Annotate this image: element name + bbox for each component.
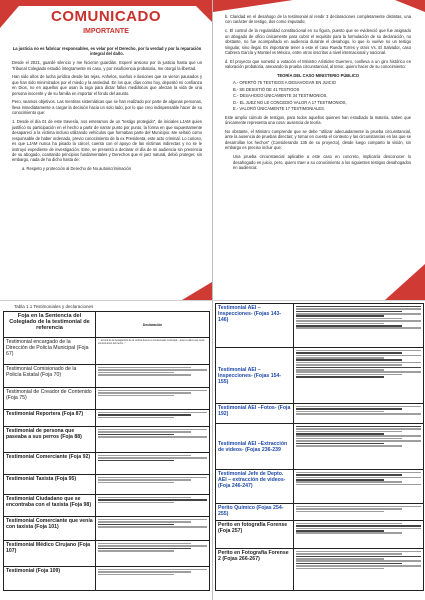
row-declaration	[294, 521, 424, 549]
table-row	[4, 475, 210, 495]
paragraph: Han sido años de lucha jurídica desde las rejas. Anhelos, sueños e ilusiones que se vieron pausados y que han sido minimizados por el miedo y la ansiedad. En los que, días como hoy, depositó mi confianza en Dios, no en aquellos que usan la toga para dictar fallos mediáticos que afectan la vida de una persona inocente y de su familia en importar el fondo del asunto.	[12, 74, 202, 96]
testimonial-table-continued	[215, 303, 424, 591]
table-row	[4, 453, 210, 475]
row-label: Perito Químico (Fojas 254-255)	[216, 504, 294, 521]
row-declaration	[96, 453, 210, 475]
red-corner-decoration	[395, 0, 425, 12]
row-declaration	[294, 470, 424, 504]
list-item: d. El proyecto que sometió a votación el Ministro Arístides Guerrero, conlleva a un giro histórico en valoración probatoria, anexando la prueba circunstancial, al tenor, quiero hacer de su conocimiento:	[225, 58, 411, 70]
row-declaration	[294, 348, 424, 404]
row-label: Testimonial encargado de la Dirección de Policía Municipal (Foja 67)	[4, 338, 96, 365]
row-label: Testimonial AEI –Inspecciones- (Fojas 154-155)	[216, 348, 294, 404]
lead-statement: La justicia no es fabricar responsables, es velar por el Derecho, por la verdad y por la reparación integral del daño.	[12, 46, 202, 57]
row-declaration	[96, 427, 210, 453]
row-label: Testimonial AEI –Fotos- (Foja 192)	[216, 404, 294, 424]
theory-item: A.- OFERTÓ 75 TESTIGOS A DESAHOGAR EN JUICIO	[233, 80, 336, 86]
row-declaration	[96, 410, 210, 427]
red-corner-decoration	[385, 264, 425, 300]
theory-item: C.- DESAHOGO ÚNICAMENTE 34 TESTIMONIOS,	[233, 93, 328, 99]
theory-item: B.- SE DESISTIÓ DE 41 TESTIGOS	[233, 86, 300, 92]
table-row	[216, 424, 424, 470]
sub-list-item: a. Respeto y protección al Derecho de No autoincriminación	[22, 166, 131, 172]
row-declaration	[96, 388, 210, 410]
row-label: Testimonial Taxista (Foja 95)	[4, 475, 96, 495]
row-label: Perito en fotografía Forense (Foja 257)	[216, 521, 294, 549]
theory-item: D.- EL JUEZ NO LE CONCEDIÓ VALOR A 17 TESTIMONIOS,	[233, 99, 347, 105]
red-banner-decoration	[0, 0, 212, 6]
communique-continuation	[225, 14, 411, 174]
row-declaration	[96, 365, 210, 388]
table-header-right: Declaración	[96, 312, 210, 338]
row-declaration	[294, 404, 424, 424]
paragraph: Pero, seamos objetivos. Las mentiras sistemáticas que se han realizado por parte de algunas personas, lleva inmediatamente a cargar la decisión hacia un solo lado, por lo que creo indispensable hacer de su conocimiento que:	[12, 99, 202, 116]
page-title: COMUNICADO	[51, 8, 161, 25]
table-row	[4, 427, 210, 453]
theory-list	[233, 80, 411, 111]
table-caption: Tabla 1.1 Testimoniales y declaraciones	[14, 304, 94, 309]
table-row	[4, 541, 210, 567]
table-row	[216, 348, 424, 404]
paragraph: No obstante, el Ministro comprende que se debe "utilizar adecuadamente la prueba circunstancial, ante la ausencia de pruebas directas; y tomar en cuenta el contexto y las circunstancias en las que se desarrollan los hechos" (Considerando 135 de su proyecto), desde luego comparto la visión, sin embargo es preciso incluir que:	[225, 128, 411, 151]
table-row	[4, 410, 210, 427]
row-label: Testimonial de Creador de Contenido (Foja 75)	[4, 388, 96, 410]
row-label: Testimonial Comerciante (Foja 92)	[4, 453, 96, 475]
table-row	[4, 495, 210, 517]
row-declaration	[96, 567, 210, 591]
table-row	[4, 517, 210, 541]
red-corner-decoration	[182, 282, 212, 300]
row-label: Testimonial Reportera (Foja 87)	[4, 410, 96, 427]
row-label: Testimonial Médico Cirujano (Foja 107)	[4, 541, 96, 567]
table-header-left: Foja en la Sentencia del Colegiado de la testimonial de referencia	[4, 312, 96, 338]
row-declaration	[294, 504, 424, 521]
row-declaration	[96, 475, 210, 495]
page-2	[213, 0, 425, 300]
row-declaration	[96, 517, 210, 541]
page-1	[0, 0, 212, 300]
communique-body	[12, 46, 202, 175]
theory-item: E.- VALORÓ ÚNICAMENTE 17 TESTIMONIALES.	[233, 106, 325, 112]
row-label: Testimonial AEI –Inspecciones- (Fojas 143-146)	[216, 304, 294, 348]
table-row	[216, 470, 424, 504]
declaration-text: "...la hora de la desaparición de la víctima fueron el comisionado municipal... quien explicó que tenía conocimiento del hecho..."	[98, 339, 205, 345]
bullet-item: Una prueba circunstancial aplicable a este caso en concreto, implicaría desconocer lo desahogado en juicio, pero, quiero traer a su conocimiento a los siguientes testigos desahogados en audiencia:	[233, 154, 411, 171]
row-label: Perito en Fotografía Forense 2 (Fojas 266-267)	[216, 549, 294, 591]
table-row	[216, 304, 424, 348]
table-row	[4, 338, 210, 365]
table-row	[216, 549, 424, 591]
row-declaration	[294, 304, 424, 348]
row-declaration	[96, 338, 210, 365]
page-subtitle: IMPORTANTE	[83, 28, 129, 35]
row-label: Testimonial Ciudadano que se encontraba con el taxista (Foja 98)	[4, 495, 96, 517]
red-corner-decoration	[213, 0, 293, 12]
row-label: Testimonial Comerciante que venía con taxista (Foja 101)	[4, 517, 96, 541]
row-label: Testimonial Jefe de Depto. AEI – extracción de videos- (Foja 246-247)	[216, 470, 294, 504]
table-row	[216, 521, 424, 549]
row-label: Testimonial (Foja 109)	[4, 567, 96, 591]
list-item: c. El control de la regularidad constitucional en su figura, puesto que se evidenció que fue asignado un abogado de oficio únicamente para cubrir el requisito para la formulación de su declaración, no obstante, no fue acompañado en audiencia durante el desahogo, lo que lo vuelve no un testigo singular, sino ilegal. Es importante tener a este el caso Rueda Torres y otros Vs. El Salvador, caso Cabrera García y Montiel vs México, entre otros inscritos a nivel internacional y nacional.	[225, 28, 411, 56]
row-declaration	[294, 549, 424, 591]
page-4	[213, 300, 425, 600]
row-label: Testimonial de persona que paseaba a sus perros (Foja 88)	[4, 427, 96, 453]
list-item: b. Claridad en el desahogo de la testimonial al rendir 3 declaraciones completamente distintas, una con carácter de testigo, dos como imputado;	[225, 14, 411, 25]
row-declaration	[96, 495, 210, 517]
row-label: Testimonial AEI –Extracción de videos- (Fojas 236-239	[216, 424, 294, 470]
table-row	[4, 365, 210, 388]
row-declaration	[96, 541, 210, 567]
table-row	[4, 388, 210, 410]
page-3	[0, 300, 212, 600]
table-row	[216, 504, 424, 521]
paragraph: Este amplio cúmulo de testigos, para todos aquellos quienes han estudiado la materia, saben que únicamente representa una cosa: ausencia de teoría.	[225, 114, 411, 126]
theory-title: TEORÍA DEL CASO MINISTERIO PÚBLICO	[276, 72, 360, 78]
testimonial-table	[3, 311, 210, 591]
page-divider	[0, 300, 425, 301]
paragraph: Desde el 2021, guardé silencio y me hicieron guardián. Esperé ansioso por la justicia hasta que un Tribunal Colegiado estudió íntegramente mi caso, y por insuficiencia probatoria, me otorgó la libertad.	[12, 60, 202, 71]
row-declaration	[294, 424, 424, 470]
row-label: Testimonial Comisionado de la Policía Estatal (Foja 70)	[4, 365, 96, 388]
table-row	[4, 567, 210, 591]
table-row	[216, 404, 424, 424]
list-item: 1. Desde el día 01 de este travesía, nos enteramos de un "testigo protegido", de iniciales LJAM quien justificó su participación en el hecho a partir de narrar punto por punto, la forma en que supuestamente desaparecí a la víctima incluso utilizando vehículos que formaban parte del Municipio. Me señaló como responsable de haber ordenado, previo conocimiento de la ex Presidenta, este acto criminal. Lo curioso, es que LJAM nunca ha pisado la cárcel, cuenta con el apoyo de las víctimas indirectas y no se le instruyó expediente de investigación. Este, se presentó a declarar el día de mi audiencia sin presencia de su abogado, coartando principios fundamentales y Derechos que el juez natural, debió proteger, sin embargo, nada de ha dicho hasta de:	[12, 119, 202, 163]
